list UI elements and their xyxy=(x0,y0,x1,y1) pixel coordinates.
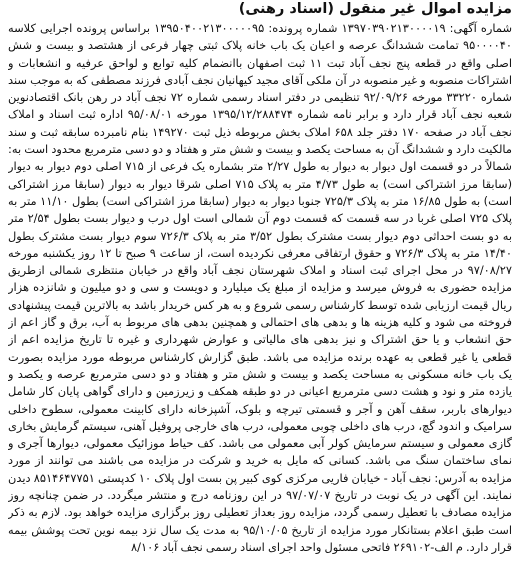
notice-body: شماره آگهی: ۱۳۹۷۰۳۹۰۲۱۳۰۰۰۰۱۹ شماره پرونده: ۱۳۹۵۰۴۰۰۲۱۳۰۰۰۰۰۹۵ براساس پرونده اجرایی کلاسه ۹۵۰۰۰۰۴۰ تمامت ششدانگ عرصه و اعیان یک باب خانه پلاک ثبتی چهار فرعی از هشتصد و بیست و شش اصلی واقع در قطعه پنج نجف آباد تبت ۱۱ ثبت اصفهان باانضمام کلیه توابع و لواحق عرفیه و انشعابات و اشتراکات منصوبه و غیر منصوبه در آن ملکی آقای مجید کیهانیان نجف آبادی فرزند مصطفی که به موجب سند شماره ۳۳۲۲۰ مورخه ۹۲/۰۹/۲۶ تنظیمی در دفتر اسناد رسمی شماره ۷۲ نجف آباد در رهن بانک اقتصادنوین شعبه نجف آباد قرار دارد و برابر نامه شماره ۱۳۹۵/۱۲/۲۸۸۴۷۴ مورخه ۹۵/۰۸/۰۱ اداره ثبت اسناد و املاک نجف آباد در صفحه ۱۷۰ دفتر جلد ۶۵۸ املاک بخش مربوطه ذیل ثبت ۱۴۹۲۷۰ بنام نامبرده سابقه ثبت و سند مالکیت دارد و ششدانگ آن به مساحت یکصد و بیست و شش متر و هفتاد و دو دسی مترمربع محدود است به: شمالاً در دو قسمت اول دیوار به دیوار به طول ۲/۲۷ متر بشماره یک فرعی از ۷۱۵ اصلی دوم دیوار به دیوار (سابقا مرز اشتراکی است) به طول ۴/۷۳ متر به پلاک ۷۱۵ اصلی شرقا دیوار به دیوار (سابقا مرز اشتراکی است) به طول ۱۶/۸۵ متر به پلاک ۷۲۵/۳ جنوبا دیوار به دیوار (سابقا مرز اشتراکی است) بطول ۱۱/۱۰ متر به پلاک ۷۲۵ اصلی غربا در سه قسمت که قسمت دوم آن شمالی است اول درب و دیوار بست بطول ۲/۵۴ متر به دو بست احداثی دوم دیوار بست مشترک بطول ۳/۵۲ متر به پلاک ۷۲۶/۳ سوم دیوار بست مشترک بطول ۱۴/۴۰ متر به پلاک ۷۲۶/۳ و حقوق ارتفاقی معرفی نکردیده است، از ساعت ۹ صبح تا ۱۲ روز یکشنبه مورخه ۹۷/۰۸/۲۷ در محل اجرای ثبت اسناد و املاک شهرستان نجف آباد واقع در خیابان منتظری شمالی ازطریق مزایده حضوری به فروش میرسد و مزایده از مبلغ یک میلیارد و دویست و سی و دو میلیون و شانزده هزار ریال قیمت ارزیابی شده توسط کارشناس رسمی شروع و به هر کس خریدار باشد به بالاترین قیمت پیشنهادی فروخته می شود و کلیه هزینه ها و بدهی های احتمالی و همچنین بدهی های مربوط به آب، برق و گاز اعم از حق انشعاب و یا حق اشتراک و نیز بدهی های مالیاتی و عوارض شهرداری و غیره تا تاریخ مزایده اعم از قطعی یا غیر قطعی به عهده برنده مزایده می باشد. طبق گزارش کارشناس مربوطه مورد مزایده بصورت یک باب خانه مسکونی به مساحت یکصد و بیست و شش متر و هفتاد و دو دسی مترمربع عرصه و یکصد و یازده متر و نود و هشت دسی مترمربع اعیانی در دو طبقه همکف و زیرزمین و دارای گواهی پایان کار شامل دیوارهای باربر، سقف آهن و آجر و قسمتی تیرچه و بلوک، آشپزخانه دارای کابینت معمولی، سطوح داخلی سرامیک و اندود گچ، درب های داخلی چوبی معمولی، درب های خارجی پروفیل آهنی، سیستم گرمایش بخاری گازی معمولی و سیستم سرمایش کولر آبی معمولی می باشد. کف حیاط موزائیک معمولی، دیوارها آجری و نمای ساختمان سنگ می باشد. کسانی که مایل به خرید و شرکت در مزایده می باشند می توانند از مورد مزایده به آدرس: نجف آباد - خیابان فاریی مرکزی کوی کبیر پن بست اول پلاک ۱۰ کدپستی ۸۵۱۴۶۴۷۷۵۱ دیدن نمایند. این آگهی در یک نوبت در تاریخ ۹۷/۰۷/۰۷ در این روزنامه درج و منتشر میگردد. در ضمن چنانچه روز مزایده مصادف با تعطیل رسمی گردد، مزایده روز بعداز تعطیلی روز برگزاری مزایده خواهد بود. لازم به ذکر است طبق اعلام بستانکار مورد مزایده از تاریخ ۹۵/۱۰/۰۵ به مدت یک سال نزد بیمه نوین تحت پوشش بیمه قرار دارد. م الف-۲۶۹۱۰۲ فاتحی مسئول واحد اجرای اسناد رسمی نجف آباد ۸/۱۰۶ xyxy=(8,21,512,554)
notice-title: مزایده اموال غیر منقول (اسناد رهنی) xyxy=(238,1,512,17)
